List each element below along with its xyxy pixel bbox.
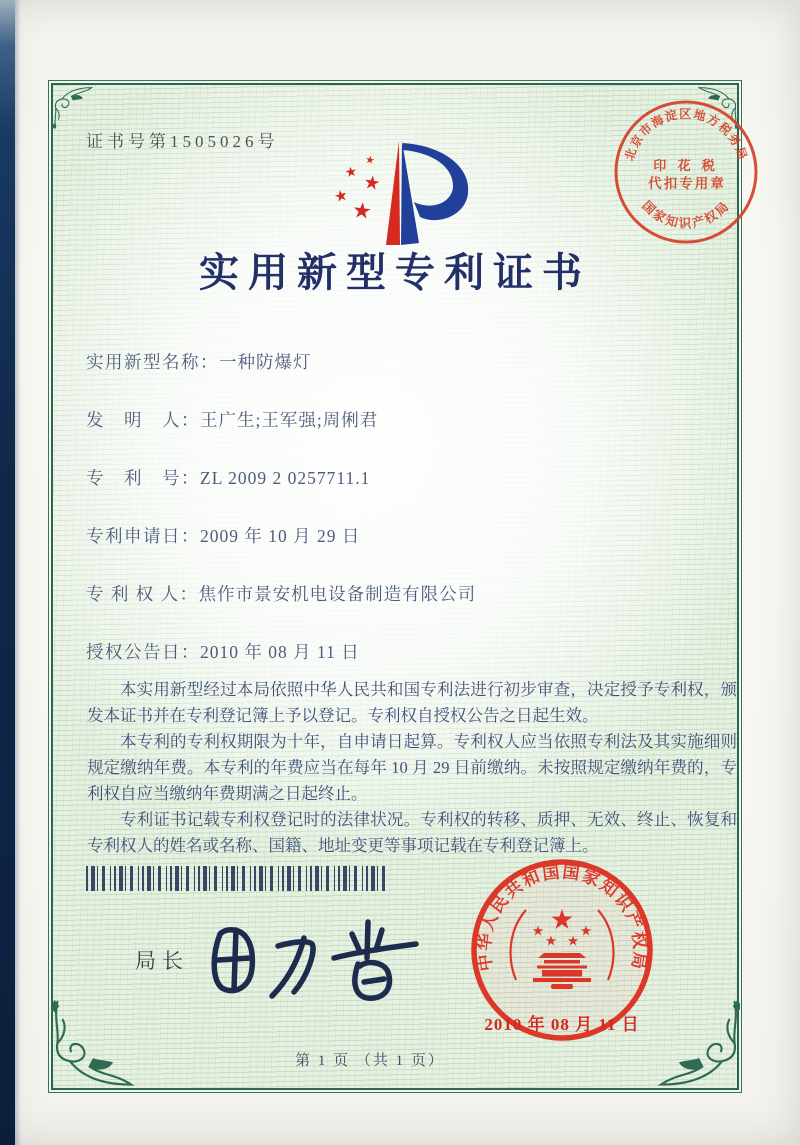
- barcode: [86, 866, 389, 891]
- field-row-grant-date: [86, 639, 360, 664]
- field-row-inventors: [86, 407, 378, 432]
- legal-paragraph: 专利证书记载专利权登记时的法律状况。专利权的转移、质押、无效、终止、恢复和专利权人的姓名或名称、国籍、地址变更等事项记载在专利登记簿上。: [87, 810, 737, 855]
- field-value: 一种防爆灯: [219, 352, 312, 372]
- field-value: 王广生;王军强;周俐君: [200, 410, 379, 430]
- field-value: 2010 年 08 月 11 日: [200, 642, 360, 662]
- field-row-name: [86, 349, 312, 374]
- legal-paragraph: 本专利的专利权期限为十年，自申请日起算。专利权人应当依照专利法及其实施细则规定缴纳年费。本专利的年费应当在每年 10 月 29 日前缴纳。未按照规定缴纳年费的，专利权自应当缴纳年费期满之日起终止。: [87, 732, 737, 803]
- field-label: 授权公告日：: [86, 642, 200, 662]
- field-row-patentee: [86, 581, 476, 606]
- binding-highlight: [15, 0, 21, 1145]
- certificate-title: 实用新型专利证书: [199, 250, 591, 295]
- svg-text:北京市海淀区地方税务局: [622, 106, 750, 163]
- field-label: 专利申请日：: [86, 526, 200, 546]
- tax-stamp-arc-top-text: 北京市海淀区地方税务局: [622, 106, 750, 163]
- certificate-number: 证书号第1505026号: [86, 132, 279, 151]
- svg-text:国家知识产权局: [639, 199, 732, 231]
- seal-date: 2010 年 08 月 11 日: [484, 1015, 640, 1034]
- tax-withholding-stamp-seal: [608, 94, 764, 250]
- tax-stamp-arc-bottom-text: 国家知识产权局: [639, 198, 733, 231]
- director-signature: [192, 900, 437, 1012]
- book-binding-edge: [0, 0, 15, 1145]
- tax-stamp-line2: 代扣专用章: [648, 176, 726, 191]
- field-label: 发 明 人：: [86, 410, 200, 430]
- field-row-patent-number: [86, 465, 370, 490]
- field-label: 专 利 权 人：: [86, 584, 199, 604]
- field-value: 2009 年 10 月 29 日: [200, 526, 361, 546]
- cnipa-patent-logo-icon: [318, 138, 482, 252]
- legal-text-block: [87, 677, 737, 859]
- corner-ornament-bottom-left: [52, 1000, 142, 1090]
- corner-ornament-bottom-right: [650, 1000, 740, 1090]
- director-title-label: 局长: [135, 949, 189, 973]
- tax-stamp-line1: 印 花 税: [653, 158, 719, 173]
- field-value: 焦作市景安机电设备制造有限公司: [198, 584, 477, 604]
- corner-ornament-top-left: [53, 85, 97, 129]
- seal-ring-text: 中华人民共和国国家知识产权局: [474, 862, 650, 973]
- field-value: ZL 2009 2 0257711.1: [200, 468, 371, 488]
- field-label: 实用新型名称：: [86, 352, 219, 372]
- page-number-footer: 第 1 页 （共 1 页）: [295, 1053, 445, 1069]
- legal-paragraph: 本实用新型经过本局依照中华人民共和国专利法进行初步审查，决定授予专利权，颁发本证书并在专利登记簿上予以登记。专利权自授权公告之日起生效。: [87, 680, 737, 725]
- field-row-filing-date: [86, 523, 360, 548]
- signature-handwriting-icon: [192, 900, 437, 1012]
- field-label: 专 利 号：: [86, 468, 200, 488]
